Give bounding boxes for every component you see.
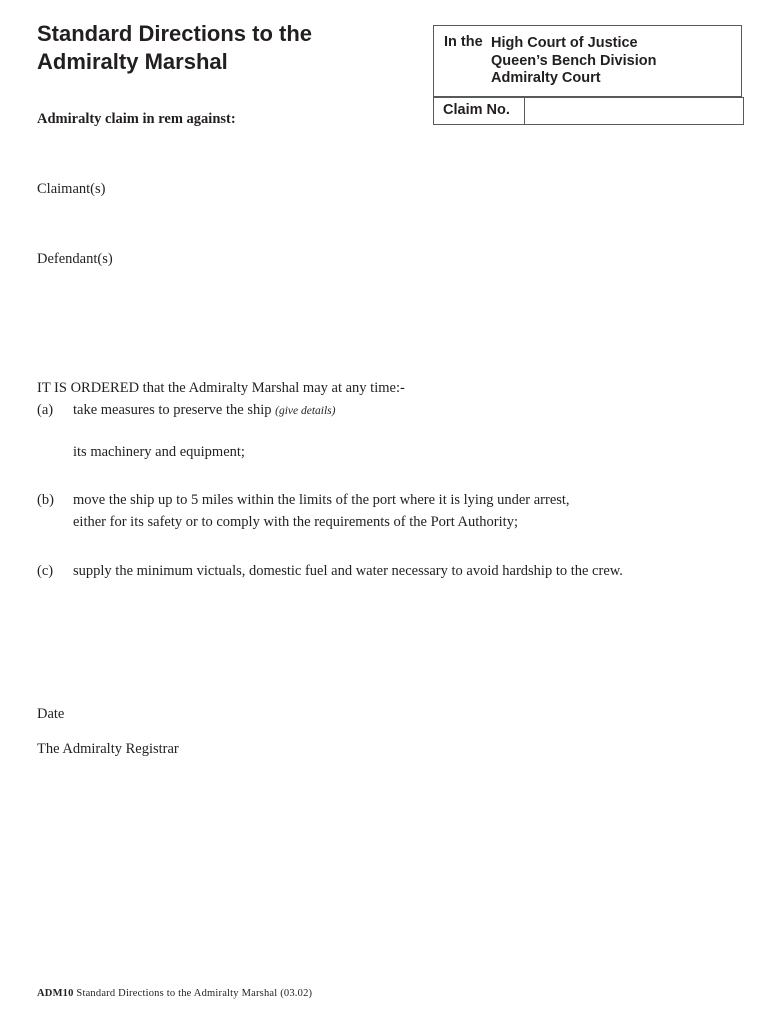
court-name	[491, 35, 656, 88]
court-line-1: High Court of Justice	[491, 35, 638, 51]
form-title-line-1: Standard Directions to the	[37, 21, 313, 46]
claim-no-field[interactable]	[525, 98, 743, 124]
item-b-line-2: either for its safety or to comply with the requirements of the Port Authority;	[73, 514, 518, 530]
item-a-line-1	[73, 402, 335, 419]
form-footer	[37, 988, 312, 999]
claim-no-label: Claim No.	[434, 98, 525, 124]
item-c-label: (c)	[37, 563, 54, 579]
order-intro: IT IS ORDERED that the Admiralty Marshal may at any time:-	[37, 380, 405, 396]
claim-number-box	[433, 97, 744, 125]
admiralty-claim-label: Admiralty claim in rem against:	[37, 111, 236, 127]
registrar-label: The Admiralty Registrar	[37, 741, 179, 757]
item-a-label: (a)	[37, 402, 54, 418]
item-b-line-1: move the ship up to 5 miles within the limits of the port where it is lying under arrest,	[73, 492, 570, 508]
form-title-line-2: Admiralty Marshal	[37, 49, 228, 74]
item-a-line-2: its machinery and equipment;	[73, 444, 245, 460]
item-a-text: take measures to preserve the ship	[73, 402, 272, 418]
court-line-3: Admiralty Court	[491, 70, 601, 86]
give-details-hint: (give details)	[275, 405, 336, 417]
defendants-label: Defendant(s)	[37, 251, 113, 267]
claimants-label: Claimant(s)	[37, 181, 106, 197]
item-b-label: (b)	[37, 492, 54, 508]
footer-text: Standard Directions to the Admiralty Marshal (03.02)	[76, 988, 313, 999]
court-line-2: Queen’s Bench Division	[491, 52, 657, 69]
court-box	[433, 25, 742, 97]
in-the-label: In the	[444, 34, 483, 50]
form-title	[37, 20, 312, 76]
item-c-line-1: supply the minimum victuals, domestic fuel and water necessary to avoid hardship to the crew.	[73, 563, 623, 579]
form-code: ADM10	[37, 988, 74, 999]
date-label: Date	[37, 706, 65, 722]
